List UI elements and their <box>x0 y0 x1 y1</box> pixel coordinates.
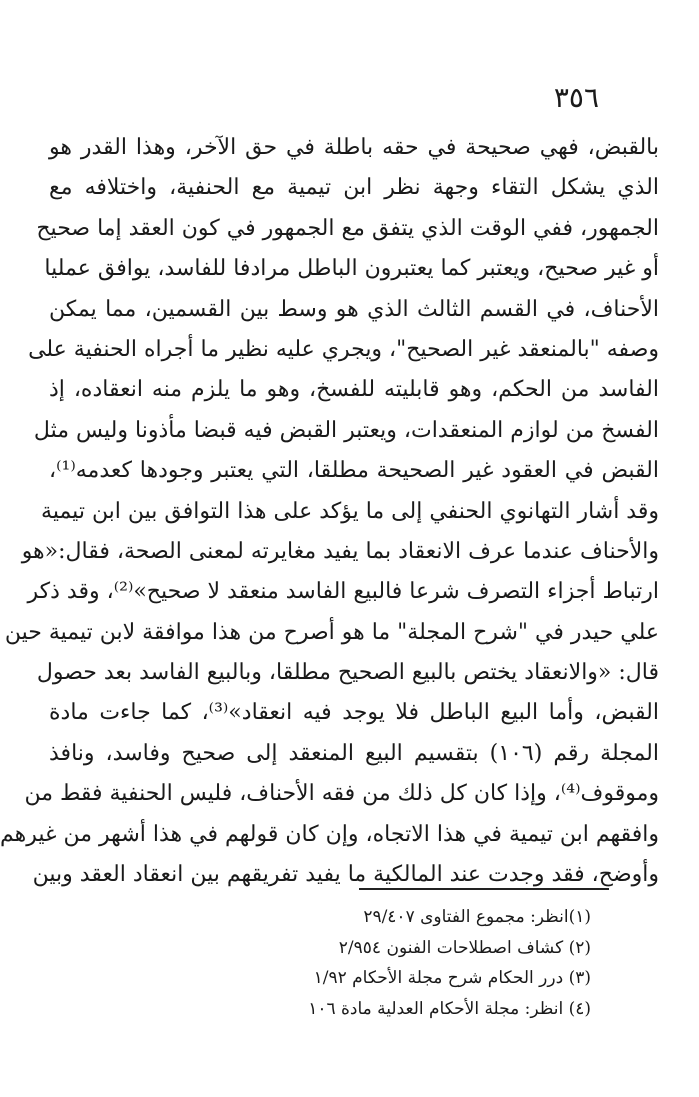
book-page <box>1 0 699 1097</box>
footnote-divider <box>359 888 609 890</box>
text-line: أو غير صحيح، ويعتبر كما يعتبرون الباطل مرادفا للفاسد، يوافق عمليا <box>44 256 659 282</box>
text-line: وموقوف⁽⁴⁾، وإذا كان كل ذلك من فقه الأحناف، فليس الحنفية فقط من <box>24 781 659 807</box>
text-line: الذي يشكل التقاء وجهة نظر ابن تيمية مع الحنفية، واختلافه مع <box>49 175 659 201</box>
text-line: الفاسد من الحكم، وهو قابليته للفسخ، وهو ما يلزم منه انعقاده، إذ <box>49 377 659 403</box>
text-line: وصفه "بالمنعقد غير الصحيح"، ويجري عليه نظير ما أجراه الحنفية على <box>28 336 659 362</box>
footnotes <box>111 902 591 1024</box>
text-line: الفسخ من لوازم المنعقدات، ويعتبر القبض فيه قبضا مأذونا وليس مثل <box>33 417 659 443</box>
footnote-1: (١)انظر: مجموع الفتاوى ٢٩/٤٠٧ <box>363 907 591 927</box>
text-line: قال: «والانعقاد يختص بالبيع الصحيح مطلقا، وبالبيع الفاسد بعد حصول <box>36 660 659 686</box>
text-line: علي حيدر في "شرح المجلة" ما هو أصرح من هذا موافقة لابن تيمية حين <box>4 619 659 645</box>
text-line: وافقهم ابن تيمية في هذا الاتجاه، وإن كان قولهم في هذا أشهر من غيرهم <box>0 821 659 847</box>
text-line: القبض في العقود غير الصحيحة مطلقا، التي يعتبر وجودها كعدمه⁽¹⁾، <box>49 458 659 484</box>
text-line: والأحناف عندما عرف الانعقاد بما يفيد مغايرته لمعنى الصحة، فقال:«هو <box>21 538 659 564</box>
text-line: بالقبض، فهي صحيحة في حقه باطلة في حق الآخر، وهذا القدر هو <box>49 135 659 160</box>
footnote-4: (٤) انظر: مجلة الأحكام العدلية مادة ١٠٦ <box>308 998 591 1019</box>
footnote-2: (٢) كشاف اصطلاحات الفنون ٢/٩٥٤ <box>338 937 591 958</box>
page-number: ٣٥٦ <box>553 81 599 114</box>
text-line: الأحناف، في القسم الثالث الذي هو وسط بين القسمين، مما يمكن <box>49 296 659 322</box>
body-text <box>0 128 659 895</box>
text-line: الجمهور، ففي الوقت الذي يتفق مع الجمهور في كون العقد إما صحيح <box>36 215 659 241</box>
text-line: ارتباط أجزاء التصرف شرعا فالبيع الفاسد منعقد لا صحيح»⁽²⁾، وقد ذكر <box>27 579 659 605</box>
text-line: المجلة رقم (١٠٦) بتقسيم البيع المنعقد إلى صحيح وفاسد، ونافذ <box>49 740 659 766</box>
footnote-3: (٣) درر الحكام شرح مجلة الأحكام ١/٩٢ <box>313 968 591 988</box>
text-line: وقد أشار التهانوي الحنفي إلى ما يؤكد على هذا التوافق بين ابن تيمية <box>41 498 659 524</box>
text-line: القبض، وأما البيع الباطل فلا يوجد فيه انعقاد»⁽³⁾، كما جاءت مادة <box>49 700 659 726</box>
text-line: وأوضح، فقد وجدت عند المالكية ما يفيد تفريقهم بين انعقاد العقد وبين <box>32 862 659 888</box>
